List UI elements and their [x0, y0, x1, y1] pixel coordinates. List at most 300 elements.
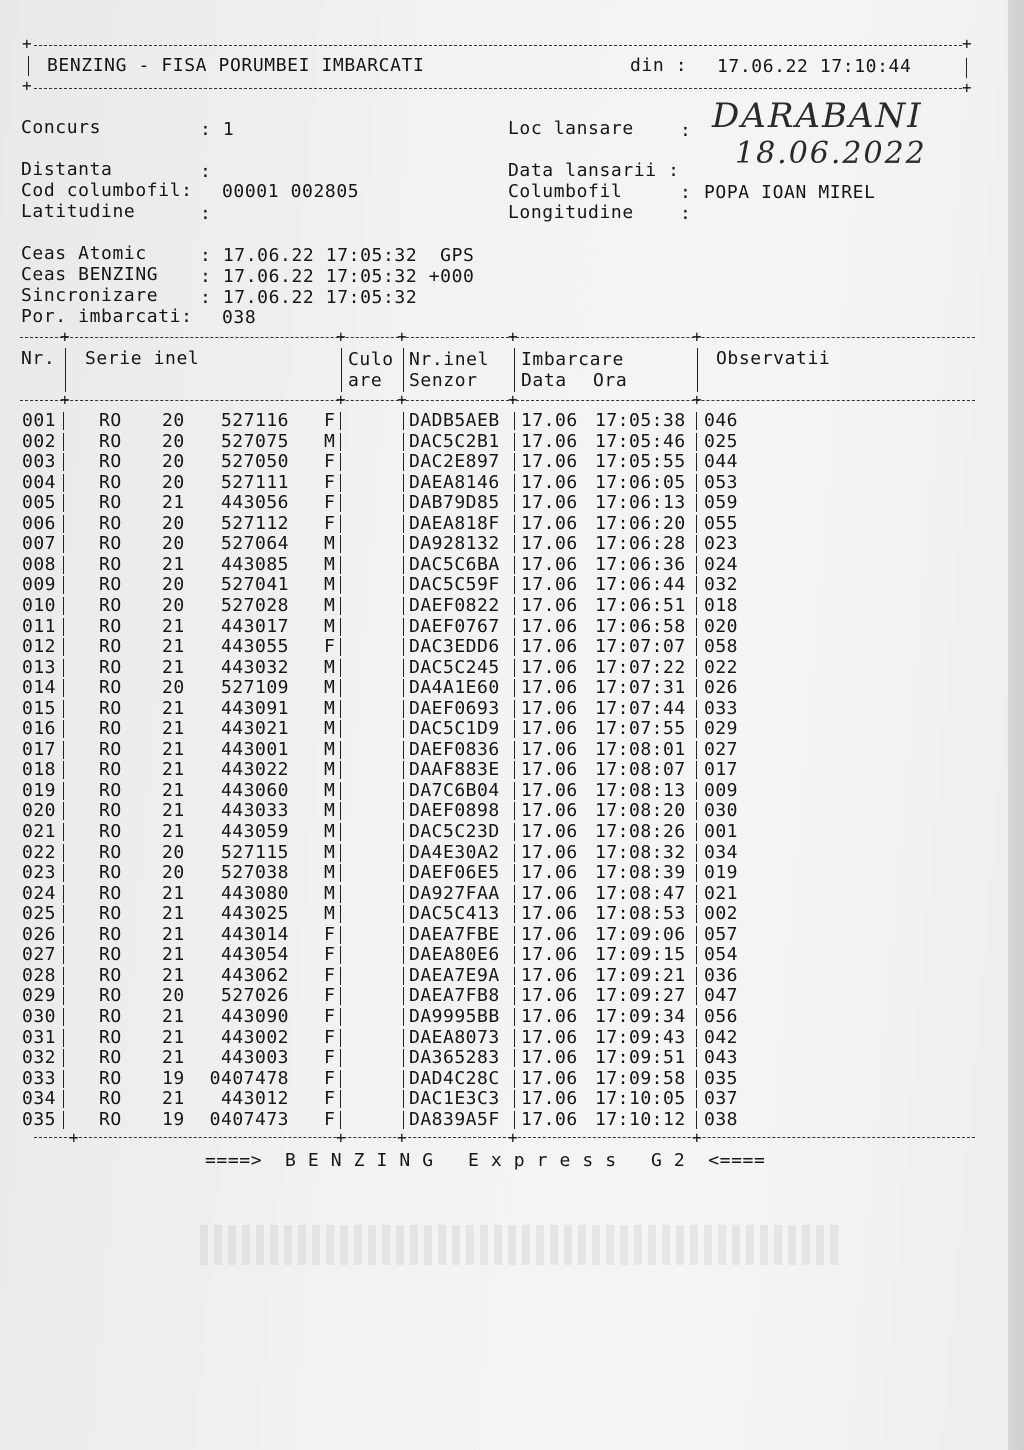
din-label: din :: [630, 55, 688, 76]
cell-chip-id: DA7C6B04: [409, 779, 500, 801]
data-lansarii-handwritten: 18.06.2022: [735, 136, 927, 171]
cell-date: 17.06: [521, 882, 578, 904]
table-row: [0, 1048, 1008, 1069]
cell-country: RO: [99, 615, 122, 637]
column-divider: [63, 1008, 64, 1026]
cell-time: 17:08:32: [595, 841, 686, 863]
column-divider: [514, 946, 515, 964]
column-divider: [696, 967, 697, 985]
cell-time: 17:10:05: [595, 1088, 686, 1110]
cell-time: 17:08:47: [595, 882, 686, 904]
column-divider: [403, 576, 404, 594]
column-divider: [403, 1111, 404, 1129]
cell-ring: 443090: [220, 1005, 289, 1027]
column-divider: [514, 659, 515, 677]
cell-ring: 443062: [220, 964, 289, 986]
column-divider: [514, 474, 515, 492]
cell-date: 17.06: [521, 1005, 578, 1027]
cell-ring: 527115: [220, 841, 289, 863]
cell-date: 17.06: [521, 759, 578, 781]
data-lansarii-label: Data lansarii :: [508, 160, 680, 181]
cell-date: 17.06: [521, 697, 578, 719]
cell-nr: 024: [22, 882, 57, 904]
cell-chip-id: DAEA8073: [409, 1026, 500, 1048]
column-divider: [340, 987, 341, 1005]
column-divider: [514, 515, 515, 533]
column-divider: [403, 433, 404, 451]
column-divider: [63, 761, 64, 779]
cell-time: 17:07:22: [595, 656, 686, 678]
cell-time: 17:05:46: [595, 430, 686, 452]
cell-sex: F: [324, 1026, 336, 1048]
cell-code: 056: [704, 1005, 739, 1027]
cell-code: 024: [704, 553, 739, 575]
column-divider: [514, 576, 515, 594]
cell-year: 21: [162, 1026, 185, 1048]
header-left-bar: [28, 56, 29, 76]
column-divider: [403, 1008, 404, 1026]
cell-country: RO: [99, 862, 122, 884]
cell-ring: 443033: [220, 800, 289, 822]
ceas-atomic-value: : 17.06.22 17:05:32 GPS: [200, 245, 475, 266]
col-header-culoare-2: are: [348, 370, 383, 391]
column-divider: [63, 618, 64, 636]
column-divider: [340, 926, 341, 944]
box-corner: +: [962, 78, 972, 97]
table-row: [0, 719, 1008, 740]
table-row: [0, 637, 1008, 658]
table-row: [0, 473, 1008, 494]
loc-lansare-colon: :: [680, 120, 692, 141]
table-row: [0, 760, 1008, 781]
cell-chip-id: DA365283: [409, 1047, 500, 1069]
col-header-serie: Serie inel: [85, 348, 200, 369]
cell-ring: 443014: [220, 923, 289, 945]
cell-sex: F: [324, 1088, 336, 1110]
column-divider: [340, 515, 341, 533]
column-divider: [63, 905, 64, 923]
cell-chip-id: DAC5C23D: [409, 821, 500, 842]
table-row: [0, 966, 1008, 987]
column-divider: [63, 515, 64, 533]
cell-sex: F: [324, 636, 336, 658]
cell-code: 021: [704, 882, 739, 904]
loc-lansare-handwritten: DARABANI: [712, 96, 923, 136]
column-divider: [340, 946, 341, 964]
header-divider: [403, 348, 404, 392]
box-corner: +: [962, 34, 972, 53]
cell-chip-id: DAEA7FBE: [409, 923, 500, 945]
cell-time: 17:06:20: [595, 512, 686, 534]
column-divider: [403, 659, 404, 677]
column-divider: [514, 412, 515, 430]
column-divider: [696, 844, 697, 862]
cell-date: 17.06: [521, 985, 578, 1007]
col-header-nrinel-2: Senzor: [409, 370, 478, 391]
column-divider: [63, 802, 64, 820]
cell-country: RO: [99, 512, 122, 534]
column-divider: [696, 823, 697, 841]
cell-ring: 527041: [220, 574, 289, 596]
cell-country: RO: [99, 451, 122, 473]
cell-code: 023: [704, 533, 739, 555]
cell-country: RO: [99, 1108, 122, 1130]
column-divider: [63, 720, 64, 738]
cell-ring: 527050: [220, 451, 289, 473]
cod-columbofil-value: 00001 002805: [222, 181, 360, 202]
cell-chip-id: DAC5C413: [409, 903, 500, 925]
column-divider: [340, 474, 341, 492]
cell-chip-id: DAC2E897: [409, 451, 500, 473]
cell-date: 17.06: [521, 779, 578, 801]
column-divider: [340, 597, 341, 615]
column-divider: [514, 453, 515, 471]
cell-code: 001: [704, 821, 739, 842]
cell-ring: 443003: [220, 1047, 289, 1069]
concurs-value: : 1: [200, 119, 235, 140]
cell-year: 20: [162, 862, 185, 884]
latitudine-value: :: [200, 203, 212, 224]
cell-nr: 001: [22, 410, 57, 431]
cell-nr: 017: [22, 738, 57, 760]
cell-ring: 527026: [220, 985, 289, 1007]
column-divider: [340, 679, 341, 697]
cell-date: 17.06: [521, 738, 578, 760]
cell-ring: 443012: [220, 1088, 289, 1110]
cell-ring: 527038: [220, 862, 289, 884]
column-divider: [340, 576, 341, 594]
sincronizare-label: Sincronizare: [21, 285, 159, 306]
cell-ring: 443022: [220, 759, 289, 781]
cell-sex: M: [324, 594, 336, 616]
column-divider: [340, 535, 341, 553]
cell-time: 17:06:58: [595, 615, 686, 637]
column-divider: [63, 659, 64, 677]
cell-date: 17.06: [521, 1026, 578, 1048]
cell-sex: M: [324, 533, 336, 555]
cell-country: RO: [99, 944, 122, 966]
cell-nr: 003: [22, 451, 57, 473]
column-divider: [63, 535, 64, 553]
cell-nr: 032: [22, 1047, 57, 1069]
cell-ring: 527064: [220, 533, 289, 555]
column-divider: [340, 782, 341, 800]
cell-time: 17:10:12: [595, 1108, 686, 1130]
col-header-imbarcare: Imbarcare: [521, 349, 624, 370]
column-divider: [696, 782, 697, 800]
cell-code: 025: [704, 430, 739, 452]
cell-ring: 443001: [220, 738, 289, 760]
cell-year: 20: [162, 451, 185, 473]
cell-nr: 022: [22, 841, 57, 863]
cell-sex: F: [324, 985, 336, 1007]
cell-ring: 0407473: [209, 1108, 289, 1130]
cell-nr: 009: [22, 574, 57, 596]
cell-ring: 443002: [220, 1026, 289, 1048]
column-divider: [696, 556, 697, 574]
cell-code: 037: [704, 1088, 739, 1110]
cell-country: RO: [99, 1047, 122, 1069]
cell-ring: 443085: [220, 553, 289, 575]
cell-chip-id: DAEA818F: [409, 512, 500, 534]
rule-junction: +: [60, 390, 70, 409]
column-divider: [403, 700, 404, 718]
column-divider: [696, 1008, 697, 1026]
table-row: [0, 534, 1008, 555]
cell-sex: F: [324, 492, 336, 514]
cell-chip-id: DAC3EDD6: [409, 636, 500, 658]
column-divider: [340, 556, 341, 574]
cell-chip-id: DAC5C59F: [409, 574, 500, 596]
column-divider: [696, 926, 697, 944]
column-divider: [403, 987, 404, 1005]
column-divider: [696, 1070, 697, 1088]
cell-time: 17:06:13: [595, 492, 686, 514]
column-divider: [63, 864, 64, 882]
cell-nr: 016: [22, 718, 57, 740]
column-divider: [403, 720, 404, 738]
cell-date: 17.06: [521, 594, 578, 616]
cell-ring: 443032: [220, 656, 289, 678]
cell-ring: 527111: [220, 471, 289, 493]
column-divider: [340, 823, 341, 841]
table-row: [0, 658, 1008, 679]
cell-date: 17.06: [521, 1047, 578, 1069]
cell-chip-id: DA927FAA: [409, 882, 500, 904]
header-divider: [65, 348, 66, 392]
cell-country: RO: [99, 574, 122, 596]
table-row: [0, 781, 1008, 802]
column-divider: [63, 1070, 64, 1088]
cell-ring: 443025: [220, 903, 289, 925]
cell-ring: 527112: [220, 512, 289, 534]
cell-chip-id: DAEA7E9A: [409, 964, 500, 986]
cell-date: 17.06: [521, 1108, 578, 1130]
cell-chip-id: DAEF0898: [409, 800, 500, 822]
cell-code: 022: [704, 656, 739, 678]
cell-nr: 034: [22, 1088, 57, 1110]
column-divider: [514, 761, 515, 779]
cell-ring: 443059: [220, 821, 289, 842]
column-divider: [403, 1049, 404, 1067]
column-divider: [696, 679, 697, 697]
table-row: [0, 555, 1008, 576]
column-divider: [340, 720, 341, 738]
rule-junction: +: [692, 390, 702, 409]
cell-country: RO: [99, 697, 122, 719]
cell-year: 21: [162, 1088, 185, 1110]
column-divider: [514, 700, 515, 718]
cell-code: 029: [704, 718, 739, 740]
column-divider: [696, 1029, 697, 1047]
cell-nr: 019: [22, 779, 57, 801]
cell-date: 17.06: [521, 862, 578, 884]
cell-country: RO: [99, 923, 122, 945]
ceas-benzing-value: : 17.06.22 17:05:32 +000: [200, 266, 475, 287]
table-row: [0, 986, 1008, 1007]
column-divider: [514, 556, 515, 574]
column-divider: [403, 474, 404, 492]
cell-sex: M: [324, 841, 336, 863]
rule-junction: +: [60, 327, 70, 346]
cell-nr: 014: [22, 677, 57, 699]
ceas-atomic-label: Ceas Atomic: [21, 243, 147, 264]
column-divider: [403, 494, 404, 512]
cell-chip-id: DA9995BB: [409, 1005, 500, 1027]
cell-date: 17.06: [521, 430, 578, 452]
cell-chip-id: DAEA80E6: [409, 944, 500, 966]
cell-sex: F: [324, 471, 336, 493]
column-divider: [403, 782, 404, 800]
table-row: [0, 945, 1008, 966]
cell-chip-id: DAEA7FB8: [409, 985, 500, 1007]
column-divider: [696, 741, 697, 759]
cell-nr: 030: [22, 1005, 57, 1027]
table-row: [0, 678, 1008, 699]
cell-sex: M: [324, 697, 336, 719]
cell-code: 055: [704, 512, 739, 534]
column-divider: [514, 905, 515, 923]
cell-sex: F: [324, 923, 336, 945]
table-row: [0, 740, 1008, 761]
column-divider: [63, 412, 64, 430]
rule-junction: +: [69, 1128, 79, 1147]
cell-country: RO: [99, 636, 122, 658]
cell-date: 17.06: [521, 512, 578, 534]
column-divider: [696, 700, 697, 718]
cell-time: 17:09:51: [595, 1047, 686, 1069]
column-divider: [403, 926, 404, 944]
cell-sex: F: [324, 512, 336, 534]
column-divider: [514, 967, 515, 985]
column-divider: [514, 720, 515, 738]
cell-ring: 443080: [220, 882, 289, 904]
column-divider: [63, 494, 64, 512]
column-divider: [340, 1070, 341, 1088]
header-top-rule: [34, 45, 962, 46]
column-divider: [696, 905, 697, 923]
cell-code: 042: [704, 1026, 739, 1048]
cell-date: 17.06: [521, 964, 578, 986]
column-divider: [340, 618, 341, 636]
column-divider: [696, 720, 697, 738]
cell-nr: 006: [22, 512, 57, 534]
rule-junction: +: [336, 390, 346, 409]
cell-country: RO: [99, 553, 122, 575]
column-divider: [696, 802, 697, 820]
column-divider: [403, 844, 404, 862]
column-divider: [514, 885, 515, 903]
column-divider: [696, 597, 697, 615]
cell-time: 17:08:26: [595, 821, 686, 842]
cell-nr: 027: [22, 944, 57, 966]
cell-code: 047: [704, 985, 739, 1007]
column-divider: [403, 556, 404, 574]
cell-time: 17:09:27: [595, 985, 686, 1007]
cell-code: 020: [704, 615, 739, 637]
column-divider: [403, 412, 404, 430]
cell-nr: 002: [22, 430, 57, 452]
table-row: [0, 843, 1008, 864]
cell-year: 21: [162, 759, 185, 781]
cell-date: 17.06: [521, 800, 578, 822]
column-divider: [403, 905, 404, 923]
cell-date: 17.06: [521, 553, 578, 575]
column-divider: [403, 967, 404, 985]
cell-country: RO: [99, 718, 122, 740]
distanta-value: :: [200, 161, 212, 182]
cell-chip-id: DA4A1E60: [409, 677, 500, 699]
column-divider: [403, 761, 404, 779]
cell-country: RO: [99, 985, 122, 1007]
cell-sex: M: [324, 800, 336, 822]
cell-time: 17:07:55: [595, 718, 686, 740]
column-divider: [514, 802, 515, 820]
rule-junction: +: [397, 1128, 407, 1147]
cell-year: 21: [162, 821, 185, 842]
page-edge: [1008, 0, 1024, 1450]
cell-chip-id: DAEF0693: [409, 697, 500, 719]
col-header-culoare-1: Culo: [348, 349, 394, 370]
column-divider: [696, 618, 697, 636]
box-corner: +: [22, 76, 32, 95]
cell-time: 17:08:39: [595, 862, 686, 884]
cell-code: 017: [704, 759, 739, 781]
cell-code: 057: [704, 923, 739, 945]
footer-banner: ====> B E N Z I N G E x p r e s s G 2 <====: [205, 1150, 766, 1171]
column-divider: [63, 556, 64, 574]
column-divider: [340, 700, 341, 718]
column-divider: [403, 823, 404, 841]
rule-junction: +: [508, 390, 518, 409]
column-divider: [514, 864, 515, 882]
column-divider: [340, 1090, 341, 1108]
cell-code: 026: [704, 677, 739, 699]
cell-country: RO: [99, 1088, 122, 1110]
cell-nr: 021: [22, 821, 57, 842]
cell-year: 20: [162, 430, 185, 452]
column-divider: [340, 659, 341, 677]
cell-sex: M: [324, 553, 336, 575]
cell-nr: 008: [22, 553, 57, 575]
sincronizare-value: : 17.06.22 17:05:32: [200, 287, 418, 308]
cell-chip-id: DA4E30A2: [409, 841, 500, 863]
cell-country: RO: [99, 1067, 122, 1089]
column-divider: [63, 474, 64, 492]
cell-date: 17.06: [521, 656, 578, 678]
table-row: [0, 1089, 1008, 1110]
column-divider: [514, 844, 515, 862]
cell-chip-id: DA839A5F: [409, 1108, 500, 1130]
column-divider: [696, 494, 697, 512]
header-bottom-rule: [34, 88, 962, 89]
col-header-data: Data: [521, 370, 567, 391]
table-row: [0, 514, 1008, 535]
column-divider: [696, 638, 697, 656]
rule-junction: +: [508, 1128, 518, 1147]
header-divider: [514, 348, 515, 392]
column-divider: [63, 576, 64, 594]
table-header-rule: [20, 400, 975, 401]
cell-sex: M: [324, 779, 336, 801]
cell-code: 043: [704, 1047, 739, 1069]
col-header-nr: Nr.: [21, 348, 56, 369]
column-divider: [403, 946, 404, 964]
cell-ring: 443055: [220, 636, 289, 658]
cell-sex: F: [324, 1047, 336, 1069]
cell-chip-id: DAC5C245: [409, 656, 500, 678]
column-divider: [403, 741, 404, 759]
